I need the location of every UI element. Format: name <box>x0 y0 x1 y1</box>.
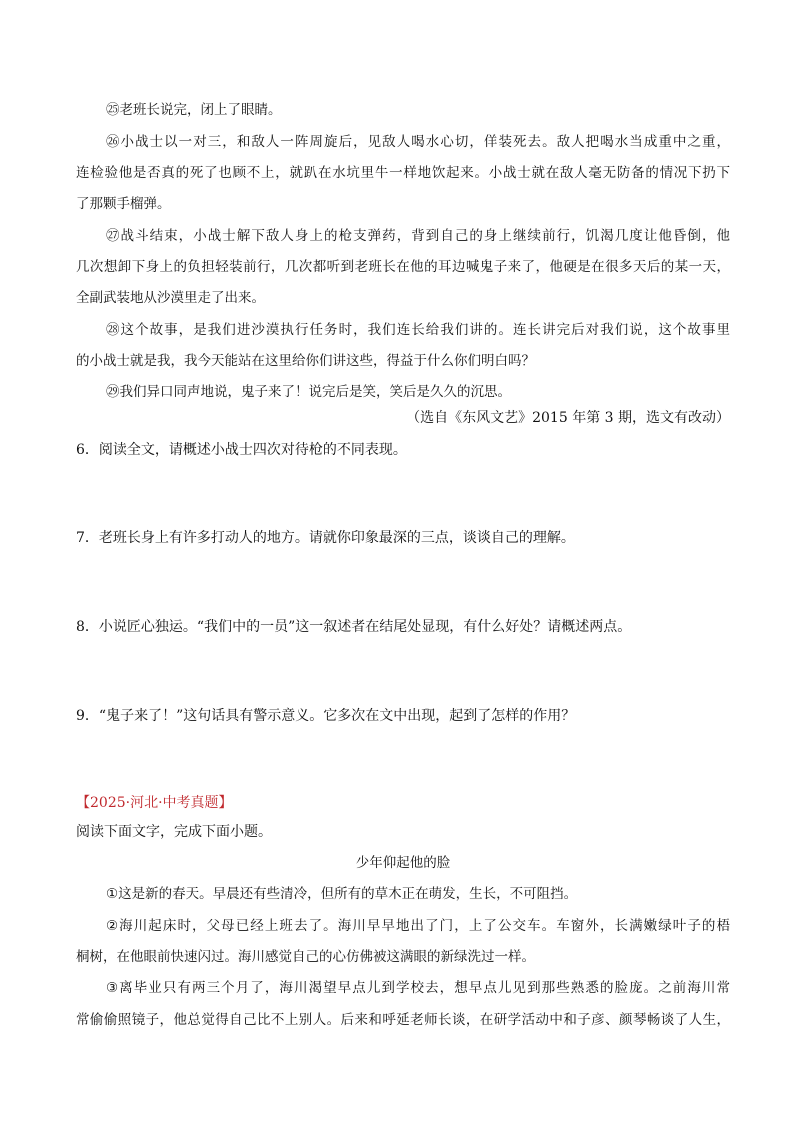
question-6: 6．阅读全文，请概述小战士四次对待枪的不同表现。 <box>76 442 407 458</box>
paragraph-27-line-3: 全副武装地从沙漠里走了出来。 <box>76 290 265 306</box>
paragraph-26-line-2: 连检验他是否真的死了也顾不上，就趴在水坑里牛一样地饮起来。小战士就在敌人毫无防备的情况下扔下 <box>76 165 730 181</box>
paragraph-27-line-1: ㉗战斗结束，小战士解下敌人身上的枪支弹药，背到自己的身上继续前行，饥渴几度让他昏倒，他 <box>106 228 730 244</box>
paragraph-28-line-1: ㉘这个故事，是我们进沙漠执行任务时，我们连长给我们讲的。连长讲完后对我们说，这个故事里 <box>106 322 730 338</box>
paragraph-26-line-3: 了那颗手榴弹。 <box>76 196 171 212</box>
paragraph-2-line-2: 桐树，在他眼前快速闪过。海川感觉自己的心仿佛被这满眼的新绿洗过一样。 <box>76 949 535 965</box>
paragraph-26-line-1: ㉖小战士以一对三，和敌人一阵周旋后，见敌人喝水心切，佯装死去。敌人把喝水当成重中之重， <box>106 134 730 150</box>
passage-title: 少年仰起他的脸 <box>355 855 451 871</box>
question-7: 7．老班长身上有许多打动人的地方。请就你印象最深的三点，谈谈自己的理解。 <box>76 530 575 546</box>
paragraph-28-line-2: 的小战士就是我，我今天能站在这里给你们讲这些，得益于什么你们明白吗？ <box>76 353 535 369</box>
paragraph-3-line-1: ③离毕业只有两三个月了，海川渴望早点儿到学校去，想早点儿见到那些熟悉的脸庞。之前海川常 <box>106 980 730 996</box>
paragraph-1: ①这是新的春天。早晨还有些清冷，但所有的草木正在萌发，生长，不可阻挡。 <box>106 886 578 902</box>
question-9: 9．“鬼子来了！”这句话具有警示意义。它多次在文中出现，起到了怎样的作用？ <box>76 708 576 724</box>
paragraph-25: ㉕老班长说完，闭上了眼睛。 <box>106 102 282 118</box>
exam-source-tag: 【2025·河北·中考真题】 <box>76 795 233 811</box>
paragraph-2-line-1: ②海川起床时，父母已经上班去了。海川早早地出了门，上了公交车。车窗外，长满嫩绿叶子的梧 <box>106 918 730 934</box>
question-8: 8．小说匠心独运。“我们中的一员”这一叙述者在结尾处显现，有什么好处？请概述两点。 <box>76 619 632 635</box>
instruction: 阅读下面文字，完成下面小题。 <box>76 824 272 840</box>
source-citation: （选自《东风文艺》2015 年第 3 期，选文有改动） <box>406 410 730 426</box>
paragraph-29: ㉙我们异口同声地说，鬼子来了！说完后是笑，笑后是久久的沉思。 <box>106 384 511 400</box>
paragraph-3-line-2: 常偷偷照镜子，他总觉得自己比不上别人。后来和呼延老师长谈，在研学活动中和子彦、颜琴畅谈了人生， <box>76 1012 730 1028</box>
paragraph-27-line-2: 几次想卸下身上的负担轻装前行，几次都听到老班长在他的耳边喊鬼子来了，他硬是在很多天后的某一天， <box>76 259 730 275</box>
